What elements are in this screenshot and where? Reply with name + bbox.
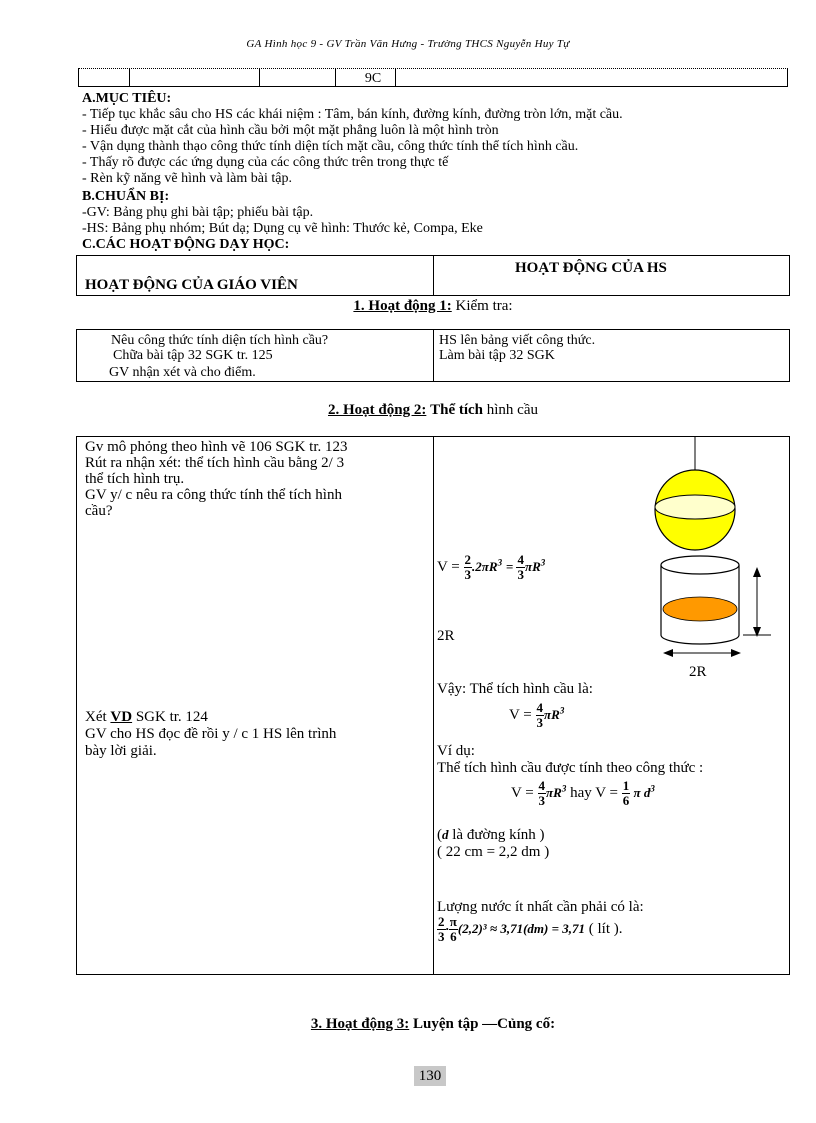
example-text: Thể tích hình cầu được tính theo công thức : (437, 760, 704, 776)
cylinder-bottom (661, 635, 739, 644)
activity2-teacher-bottom (85, 709, 336, 760)
formula-volume-derivation: V = $\frac{2}{3}$ $.2\pi R^3$ = $\frac{4}{3}$ $\pi R^3$ (437, 552, 546, 582)
prep-item: -GV: Bảng phụ ghi bài tập; phiếu bài tập. (82, 205, 314, 220)
activity3-label: 3. Hoạt động 3: (310, 1016, 410, 1032)
teacher-example-line: Xét VD SGK tr. 124 (85, 709, 208, 725)
activity2-table (76, 436, 790, 975)
section-a-title: A.MỤC TIÊU: (82, 91, 172, 106)
section-c-title: C.CÁC HOẠT ĐỘNG DẠY HỌC: (82, 237, 290, 252)
teacher-column-header: HOẠT ĐỘNG CỦA GIÁO VIÊN (85, 277, 298, 293)
water-formula: $\frac{2}{3}$ · $\frac{\pi}{6}$ (2,2)³ ≈ 3,71(dm) = 3,71 ( lít ). (438, 914, 623, 944)
formula-volume-final: V = $\frac{4}{3}$ $\pi R^3$ (509, 700, 565, 730)
activity3-title: Luyện tập —Củng cố: (412, 1016, 556, 1032)
activity2-title: Thể tích (430, 402, 484, 418)
sphere-equator (655, 495, 735, 519)
page-header: GA Hình học 9 - GV Trần Văn Hưng - Trường THCS Nguyễn Huy Tự (246, 38, 570, 50)
activity1-teacher-line: GV nhận xét và cho điểm. (109, 365, 256, 380)
water-text: Lượng nước ít nhất cần phải có là: (437, 899, 644, 915)
student-column-header: HOẠT ĐỘNG CỦA HS (515, 260, 667, 276)
left-2r-label: 2R (437, 628, 455, 644)
activity3-heading (76, 1016, 790, 1033)
objective-item: - Tiếp tục khắc sâu cho HS các khái niệm : Tâm, bán kính, đường kính, đường tròn lớn, mặt cầu. (82, 107, 623, 122)
page-number: 130 (414, 1066, 446, 1086)
vd-label: VD (110, 709, 133, 725)
activity1-heading (76, 298, 790, 315)
objective-item: - Vận dụng thành thạo công thức tính diện tích mặt cầu, công thức tính thể tích hình cầu. (82, 139, 579, 154)
teacher-line: GV y/ c nêu ra công thức tính thể tích hình (85, 487, 342, 503)
objective-item: - Rèn kỹ năng vẽ hình và làm bài tập. (82, 171, 292, 186)
prep-item: -HS: Bảng phụ nhóm; Bút dạ; Dụng cụ vẽ hình: Thước kẻ, Compa, Eke (82, 221, 483, 236)
diameter-variable: d (442, 827, 449, 842)
cylinder-section-disk (663, 597, 737, 621)
teacher-line: Gv mô phỏng theo hình vẽ 106 SGK tr. 123 (85, 439, 348, 455)
activity2-title-rest: hình cầu (486, 402, 538, 418)
activity-table-header (76, 255, 790, 296)
objective-item: - Thấy rõ được các ứng dụng của các công thức trên trong thực tế (82, 155, 449, 170)
sphere-cylinder-figure (643, 437, 789, 677)
example-title: Ví dụ: (437, 743, 475, 759)
activity2-label: 2. Hoạt động 2: (328, 402, 427, 418)
activity1-title: Kiểm tra: (455, 298, 513, 314)
teacher-line: thể tích hình trụ. (85, 471, 185, 487)
section-a (82, 91, 623, 253)
teacher-line: bày lời giải. (85, 743, 157, 759)
top-row-table (78, 68, 788, 87)
activity1-teacher-line: Chữa bài tập 32 SGK tr. 125 (113, 348, 273, 363)
volume-conclusion: Vậy: Thể tích hình cầu là: (437, 681, 593, 697)
teacher-line: GV cho HS đọc đề rồi y / c 1 HS lên trình (85, 726, 337, 742)
activity1-student-line: HS lên bảng viết công thức. (439, 333, 596, 348)
diameter-note: (d là đường kính ) ( 22 cm = 2,2 dm ) (437, 827, 550, 860)
teacher-line: cầu? (85, 503, 113, 519)
figure-2r-label: 2R (689, 664, 707, 680)
example-block (437, 743, 703, 777)
class-cell: 9C (364, 71, 382, 86)
activity2-teacher-top (85, 439, 348, 519)
formula-volume-diameter: V = $\frac{4}{3}$ $\pi R^3$ hay V = $\frac{1}{6}$ π $d^3$ (511, 778, 655, 808)
activity1-teacher-line: Nêu công thức tính diện tích hình cầu? (111, 333, 329, 348)
activity1-label: 1. Hoạt động 1: (353, 298, 452, 314)
activity1-table (76, 329, 790, 382)
objective-item: - Hiểu được mặt cắt của hình cầu bởi một mặt phẳng luôn là một hình tròn (82, 123, 499, 138)
activity2-heading (76, 402, 790, 419)
section-b-title: B.CHUẨN BỊ: (82, 189, 170, 204)
cylinder-top (661, 556, 739, 574)
teacher-line: Rút ra nhận xét: thể tích hình cầu bằng 2/ 3 (85, 455, 345, 471)
activity1-student-line: Làm bài tập 32 SGK (439, 348, 555, 363)
unit-conversion: ( 22 cm = 2,2 dm ) (437, 844, 550, 860)
